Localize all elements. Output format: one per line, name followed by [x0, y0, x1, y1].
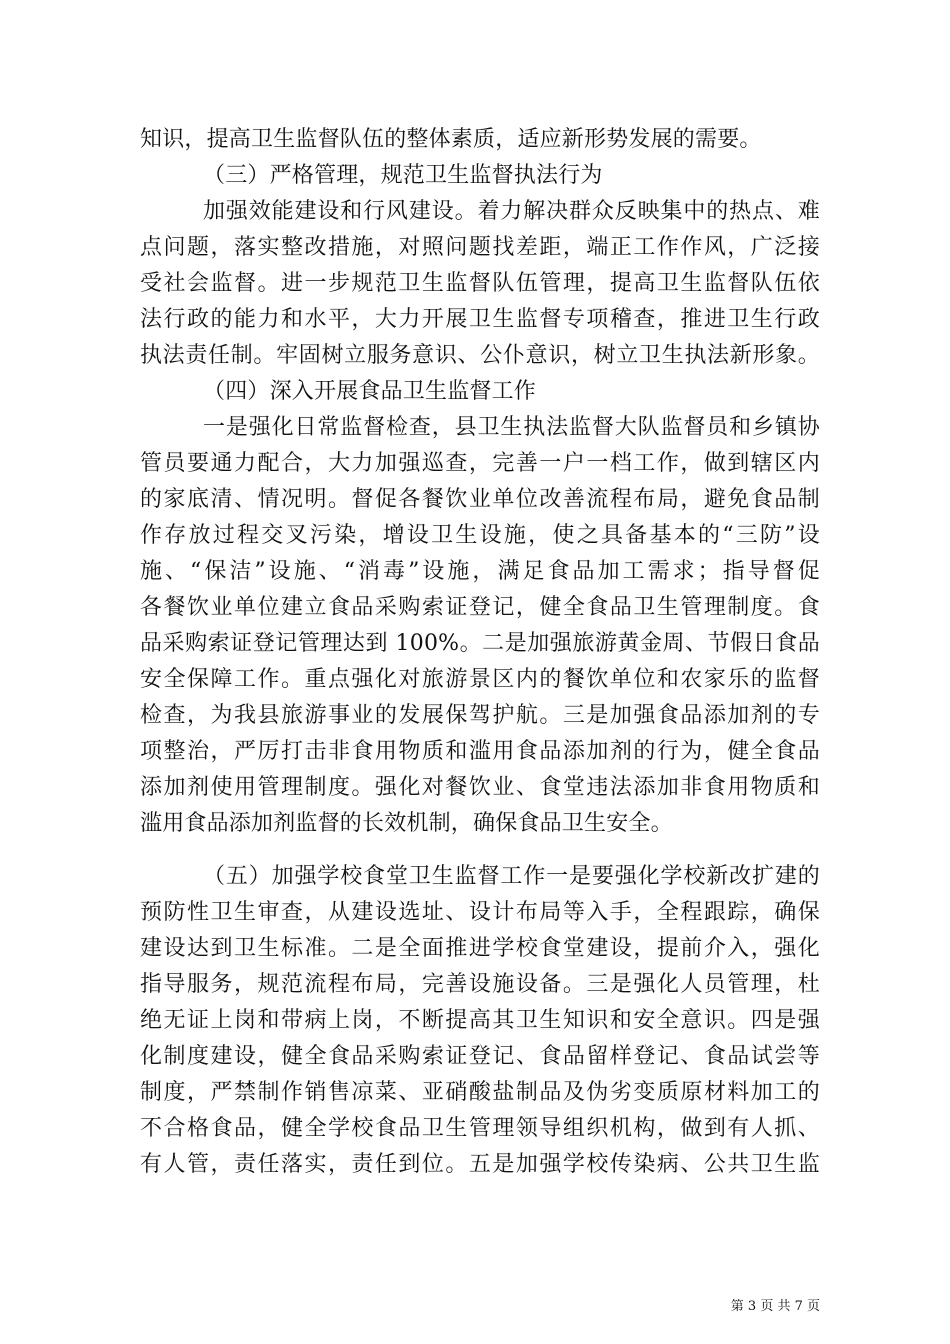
section-heading: （五）加强学校食堂卫生监督工作一是要强化学校新改扩建的: [203, 864, 820, 889]
text-line: 安全保障工作。重点强化对旅游景区内的餐饮单位和农家乐的监督: [140, 667, 820, 692]
text-line: 加强效能建设和行风建设。着力解决群众反映集中的热点、难: [203, 199, 820, 224]
text-line: 受社会监督。进一步规范卫生监督队伍管理，提高卫生监督队伍依: [140, 271, 820, 296]
page-number: 第 3 页 共 7 页: [730, 1299, 820, 1314]
text-line: 施、“保洁”设施、“消毒”设施，满足食品加工需求；指导督促: [140, 559, 820, 584]
text-line: 制度，严禁制作销售凉菜、亚硝酸盐制品及伪劣变质原材料加工的: [140, 1080, 820, 1105]
text-line: 执法责任制。牢固树立服务意识、公仆意识，树立卫生执法新形象。: [140, 343, 820, 368]
text-line: 检查，为我县旅游事业的发展保驾护航。三是加强食品添加剂的专: [140, 703, 820, 728]
text-line: 预防性卫生审查，从建设选址、设计布局等入手，全程跟踪，确保: [140, 900, 820, 925]
text-line: 添加剂使用管理制度。强化对餐饮业、食堂违法添加非食用物质和: [140, 775, 820, 800]
text-line: 法行政的能力和水平，大力开展卫生监督专项稽查，推进卫生行政: [140, 307, 820, 332]
text-line: 知识，提高卫生监督队伍的整体素质，适应新形势发展的需要。: [140, 127, 762, 152]
text-line: 绝无证上岗和带病上岗，不断提高其卫生知识和安全意识。四是强: [140, 1008, 820, 1033]
text-line: 不合格食品，健全学校食品卫生管理领导组织机构，做到有人抓、: [140, 1116, 820, 1141]
text-line: 化制度建设，健全食品采购索证登记、食品留样登记、食品试尝等: [140, 1044, 820, 1069]
text-line: 各餐饮业单位建立食品采购索证登记，健全食品卫生管理制度。食: [140, 595, 820, 620]
section-heading: （四）深入开展食品卫生监督工作: [203, 379, 537, 404]
text-line: 品采购索证登记管理达到 100%。二是加强旅游黄金周、节假日食品: [140, 631, 820, 656]
text-line: 点问题，落实整改措施，对照问题找差距，端正工作作风，广泛接: [140, 235, 820, 260]
text-line: 建设达到卫生标准。二是全面推进学校食堂建设，提前介入，强化: [140, 936, 820, 961]
text-line: 指导服务，规范流程布局，完善设施设备。三是强化人员管理，杜: [140, 972, 820, 997]
text-line: 的家底清、情况明。督促各餐饮业单位改善流程布局，避免食品制: [140, 487, 820, 512]
text-line: 作存放过程交叉污染，增设卫生设施，使之具备基本的“三防”设: [140, 523, 820, 548]
section-heading: （三）严格管理，规范卫生监督执法行为: [203, 163, 603, 188]
text-line: 滥用食品添加剂监督的长效机制，确保食品卫生安全。: [140, 811, 673, 836]
text-line: 有人管，责任落实，责任到位。五是加强学校传染病、公共卫生监: [140, 1152, 820, 1177]
text-line: 项整治，严厉打击非食用物质和滥用食品添加剂的行为，健全食品: [140, 739, 820, 764]
text-line: 管员要通力配合，大力加强巡查，完善一户一档工作，做到辖区内: [140, 451, 820, 476]
text-line: 一是强化日常监督检查，县卫生执法监督大队监督员和乡镇协: [203, 415, 820, 440]
